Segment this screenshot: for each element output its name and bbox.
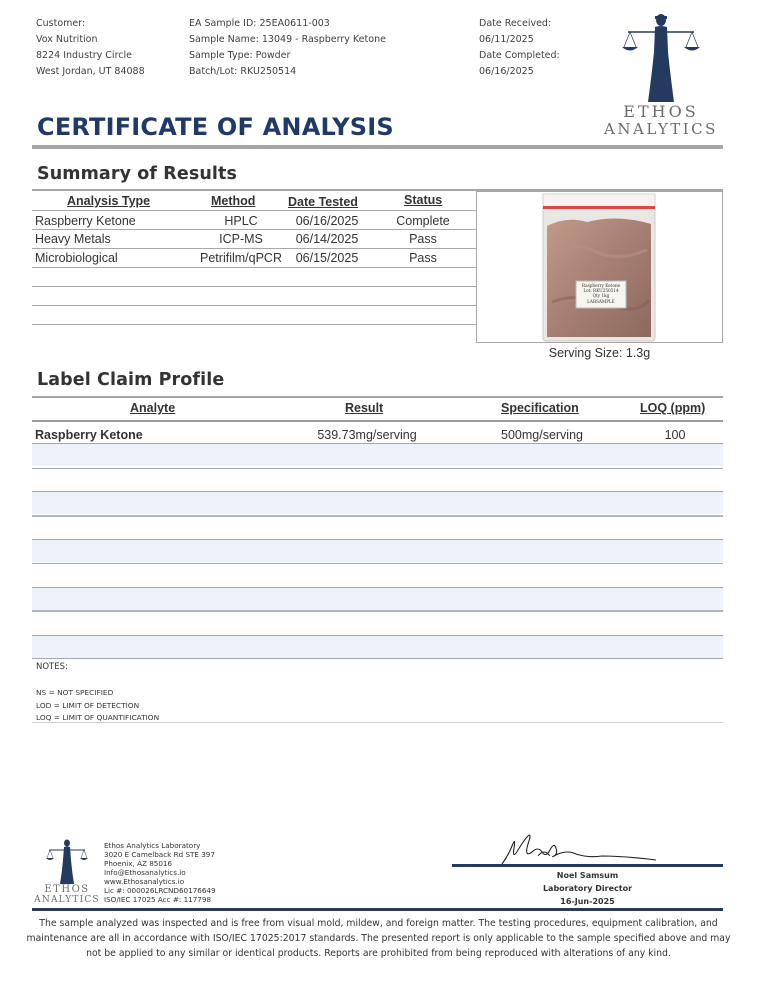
date-tested: 06/16/2025 <box>295 214 359 228</box>
serving-size: Serving Size: 1.3g <box>548 346 651 360</box>
row-divider <box>32 635 723 636</box>
row-divider <box>32 658 723 659</box>
notes-list <box>36 687 159 725</box>
date-tested: 06/15/2025 <box>295 251 359 265</box>
lab-email: Info@Ethosanalytics.io <box>104 868 186 877</box>
row-divider <box>32 305 476 306</box>
sample-type: Sample Type: Powder <box>189 50 291 61</box>
label-claim-table <box>32 398 723 662</box>
method: ICP-MS <box>219 232 263 246</box>
date-received-label: Date Received: <box>479 18 552 29</box>
status: Pass <box>409 251 437 265</box>
summary-heading: Summary of Results <box>37 164 237 184</box>
footer-logo <box>33 838 101 908</box>
customer-block <box>36 16 145 80</box>
specification: 500mg/serving <box>501 428 583 442</box>
row-divider <box>32 248 476 249</box>
row-divider <box>32 587 723 588</box>
row-divider <box>32 267 476 268</box>
bag-label-line: Qty 1kg <box>592 293 610 299</box>
analysis-type: Raspberry Ketone <box>35 214 136 228</box>
date-completed: 06/16/2025 <box>479 66 534 77</box>
row-divider <box>32 420 723 422</box>
signature-line <box>452 864 723 867</box>
justice-figure-small-icon <box>33 838 101 886</box>
disclaimer-line: The sample analyzed was inspected and is free from visual mold, mildew, and foreign matter. The testing procedures, equipment calibration, and <box>39 918 718 929</box>
signatory-title: Laboratory Director <box>542 884 633 893</box>
page-title: CERTIFICATE OF ANALYSIS <box>37 113 394 141</box>
title-rule <box>32 145 723 149</box>
lab-name: Ethos Analytics Laboratory <box>104 841 201 850</box>
ethos-logo <box>598 12 724 142</box>
dates-block <box>479 16 560 80</box>
sample-block <box>189 16 386 80</box>
col-specification: Specification <box>501 401 579 415</box>
signature-date: 16-Jun-2025 <box>560 897 615 906</box>
footer-rule <box>32 908 723 911</box>
row-divider <box>32 610 723 612</box>
notes-heading: NOTES: <box>36 662 68 672</box>
method: HPLC <box>224 214 258 228</box>
date-completed-label: Date Completed: <box>479 50 560 61</box>
note-item: LOD = LIMIT OF DETECTION <box>36 700 140 710</box>
label-claim-heading: Label Claim Profile <box>37 370 225 390</box>
row-band <box>32 540 723 562</box>
lab-address-line1: 3020 E Camelback Rd STE 397 <box>104 850 215 859</box>
signatory-block <box>452 869 723 908</box>
sample-name: Sample Name: 13049 - Raspberry Ketone <box>189 34 386 45</box>
col-analysis-type: Analysis Type <box>67 194 151 208</box>
disclaimer-line: not be applied to any similar or identical products. Reports are prohibited from being reproduced with alterations of any kind. <box>86 948 671 959</box>
row-divider <box>32 324 476 325</box>
customer-name: Vox Nutrition <box>36 34 98 45</box>
loq: 100 <box>664 428 686 442</box>
signature-image <box>498 826 658 868</box>
note-item: NS = NOT SPECIFIED <box>36 688 114 697</box>
analysis-type: Heavy Metals <box>35 232 111 246</box>
row-divider <box>32 210 476 211</box>
lab-website: www.Ethosanalytics.io <box>104 877 185 886</box>
row-divider <box>32 563 723 564</box>
batch-lot: Batch/Lot: RKU250514 <box>189 66 297 77</box>
summary-table <box>32 191 476 326</box>
bag-label-line: Raspberry Ketone <box>581 283 621 288</box>
bag-label-line: LABSAMPLE <box>587 298 615 304</box>
row-divider <box>32 468 723 469</box>
col-loq: LOQ (ppm) <box>640 401 706 415</box>
lab-license: Lic #: 000026LRCND60176649 <box>104 886 216 895</box>
col-date-tested: Date Tested <box>288 195 358 209</box>
product-bag-image <box>477 192 724 344</box>
col-result: Result <box>345 401 384 415</box>
notes-rule <box>32 722 723 723</box>
footer-logo-ethos: ETHOS <box>44 884 90 895</box>
note-item: LOQ = LIMIT OF QUANTIFICATION <box>36 713 160 722</box>
lab-address-block <box>104 841 216 904</box>
analysis-type: Microbiological <box>35 251 118 265</box>
customer-address-line2: West Jordan, UT 84088 <box>36 66 145 77</box>
lab-iso-accreditation: ISO/IEC 17025 Acc #: 117798 <box>104 895 212 904</box>
footer-disclaimer <box>20 916 737 961</box>
status: Complete <box>396 214 450 228</box>
bag-label <box>576 283 626 304</box>
col-analyte: Analyte <box>130 401 176 415</box>
logo-text-ethos: ETHOS <box>623 102 699 121</box>
row-divider <box>32 286 476 287</box>
lab-address-line2: Phoenix, AZ 85016 <box>104 859 173 868</box>
footer-logo-analytics: ANALYTICS <box>34 895 100 905</box>
row-divider <box>32 229 476 230</box>
row-band <box>32 588 723 610</box>
bag-label-line: Lot: RKU250514 <box>583 288 619 294</box>
row-band <box>32 636 723 658</box>
result: 539.73mg/serving <box>317 428 417 442</box>
row-band <box>32 444 723 466</box>
date-tested: 06/14/2025 <box>295 232 359 246</box>
col-status: Status <box>404 193 443 207</box>
customer-address-line1: 8224 Industry Circle <box>36 50 132 61</box>
logo-text-analytics: ANALYTICS <box>604 120 718 138</box>
row-band <box>32 492 723 514</box>
method: Petrifilm/qPCR <box>200 251 282 265</box>
row-divider <box>32 539 723 540</box>
signatory-name: Noel Samsum <box>556 871 619 880</box>
status: Pass <box>409 232 437 246</box>
justice-figure-icon <box>598 12 724 106</box>
analyte: Raspberry Ketone <box>35 428 143 442</box>
disclaimer-line: maintenance are all in accordance with ISO/IEC 17025:2017 standards. The presented report is only applicable to the sample specified above and may <box>26 933 731 944</box>
row-divider <box>32 515 723 517</box>
customer-label: Customer: <box>36 18 86 29</box>
date-received: 06/11/2025 <box>479 34 534 45</box>
col-method: Method <box>211 194 256 208</box>
product-photo-frame <box>476 191 723 343</box>
sample-id: EA Sample ID: 25EA0611-003 <box>189 18 330 29</box>
